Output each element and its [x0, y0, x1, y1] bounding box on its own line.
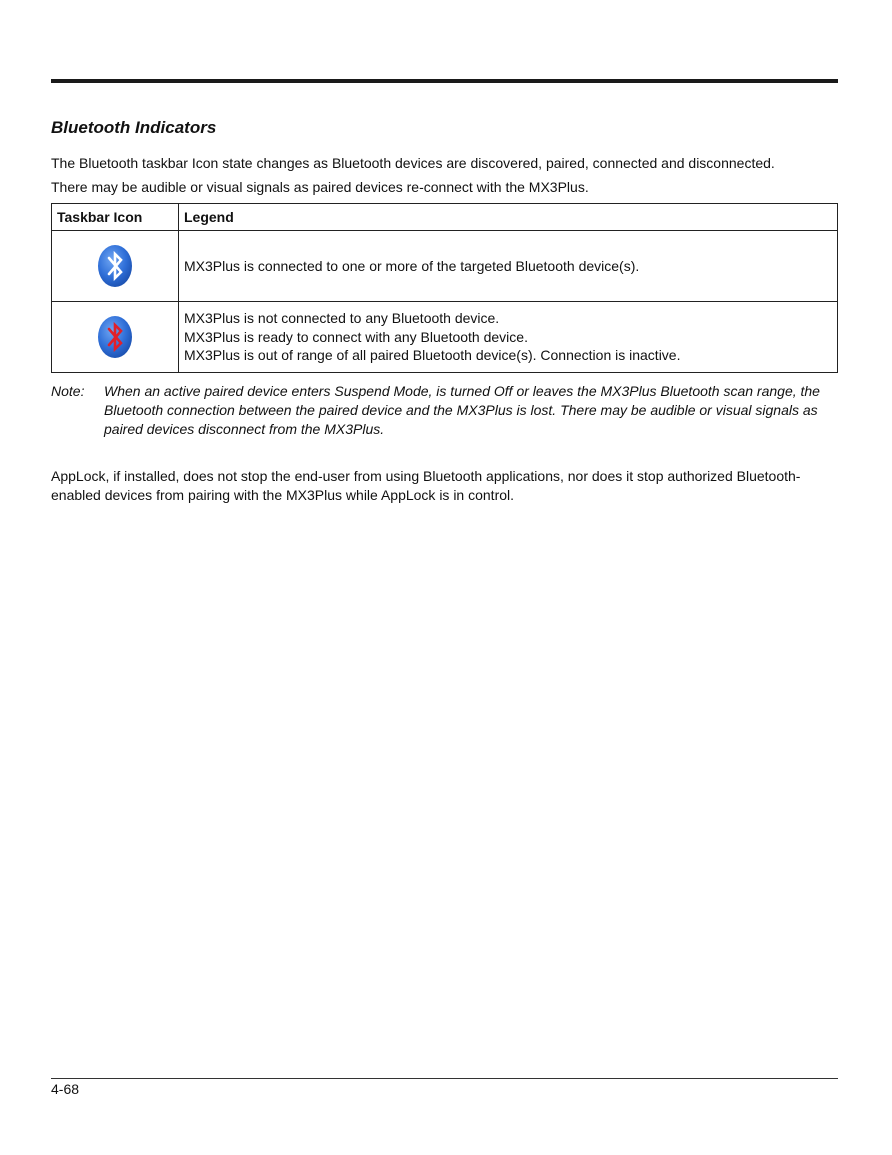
- page-number: 4-68: [51, 1081, 80, 1097]
- icon-cell: [52, 231, 179, 302]
- table-row: [52, 231, 838, 302]
- table-row: [52, 302, 838, 373]
- note-line: paired devices disconnect from the MX3Plus.: [104, 420, 385, 437]
- legend-line: MX3Plus is not connected to any Bluetooth device.: [184, 310, 500, 327]
- legend-cell: [179, 231, 838, 302]
- footer-rule: [51, 1078, 838, 1079]
- header-rule: [51, 79, 838, 83]
- bluetooth-disconnected-icon: [96, 314, 134, 360]
- bluetooth-indicator-table: [51, 203, 838, 373]
- column-header-legend: Legend: [179, 204, 838, 231]
- note-line: When an active paired device enters Suspend Mode, is turned Off or leaves the MX3Plus Bluetooth scan range, the: [104, 383, 820, 399]
- intro-paragraph-2: There may be audible or visual signals as paired devices re-connect with the MX3Plus.: [51, 179, 589, 195]
- applock-line: enabled devices from pairing with the MX3Plus while AppLock is in control.: [51, 487, 515, 503]
- applock-paragraph: [51, 467, 838, 505]
- bluetooth-connected-icon: [96, 243, 134, 289]
- note-label: Note:: [51, 383, 85, 399]
- intro-paragraph-1: The Bluetooth taskbar Icon state changes as Bluetooth devices are discovered, paired, connected and disconnected.: [51, 155, 775, 171]
- section-heading: Bluetooth Indicators: [51, 118, 217, 137]
- legend-line: MX3Plus is connected to one or more of the targeted Bluetooth device(s).: [184, 257, 640, 274]
- note-line: Bluetooth connection between the paired device and the MX3Plus is lost. There may be audible or visual signals as: [104, 401, 818, 418]
- legend-line: MX3Plus is out of range of all paired Bluetooth device(s). Connection is inactive.: [184, 347, 681, 364]
- icon-cell: [52, 302, 179, 373]
- table-header-row: [52, 204, 838, 231]
- applock-line: AppLock, if installed, does not stop the end-user from using Bluetooth applications, nor does it stop authorized Bluetooth-: [51, 468, 801, 484]
- legend-cell: [179, 302, 838, 373]
- column-header-taskbar-icon: Taskbar Icon: [52, 204, 179, 231]
- legend-line: MX3Plus is ready to connect with any Bluetooth device.: [184, 328, 528, 345]
- note-text: [104, 382, 834, 438]
